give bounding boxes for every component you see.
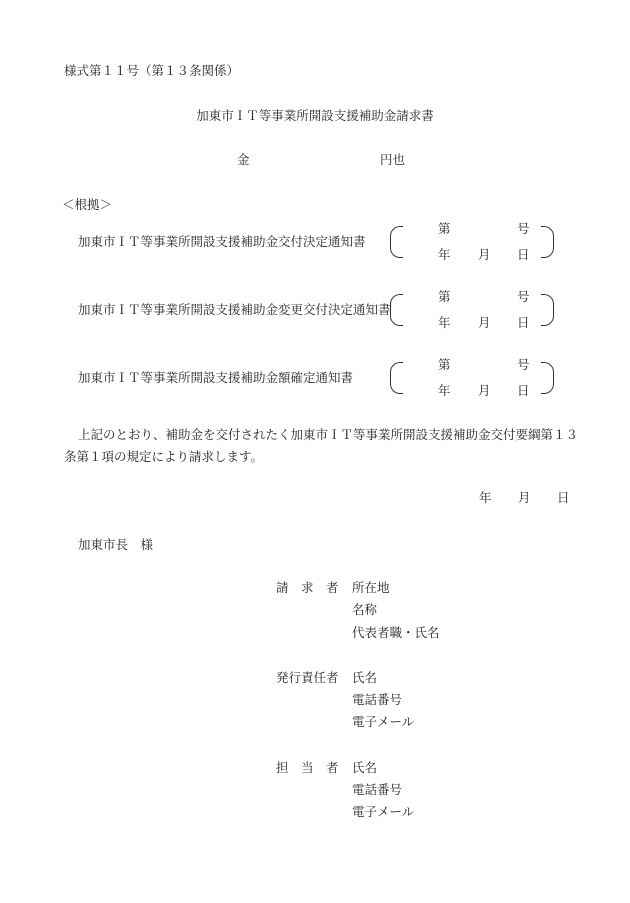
date-month: 月 <box>518 490 531 505</box>
notice-year: 年 <box>438 247 451 262</box>
notice-number-suffix: 号 <box>517 221 530 236</box>
notice-label-change-decision: 加東市ＩＴ等事業所開設支援補助金変更交付決定通知書 <box>78 302 391 317</box>
notice-year: 年 <box>438 383 451 398</box>
issuer-email-label: 電子メール <box>352 714 415 729</box>
contact-phone-label: 電話番号 <box>352 782 403 797</box>
issuer-phone-label: 電話番号 <box>352 692 403 707</box>
claimant-role: 請 求 者 <box>276 580 339 595</box>
notice-number-prefix: 第 <box>438 221 451 236</box>
bracket-close <box>541 226 554 258</box>
notice-month: 月 <box>478 247 491 262</box>
bracket-close <box>541 362 554 394</box>
document-title: 加東市ＩＴ等事業所開設支援補助金請求書 <box>196 108 434 123</box>
amount-label: 金 <box>237 152 250 167</box>
date-year: 年 <box>479 490 492 505</box>
notice-number-prefix: 第 <box>438 357 451 372</box>
issuer-role: 発行責任者 <box>276 670 339 685</box>
notice-label-grant-decision: 加東市ＩＴ等事業所開設支援補助金交付決定通知書 <box>78 234 366 249</box>
notice-month: 月 <box>478 315 491 330</box>
notice-year: 年 <box>438 315 451 330</box>
contact-email-label: 電子メール <box>352 804 415 819</box>
claimant-name-label: 名称 <box>352 602 378 617</box>
bracket-close <box>541 294 554 326</box>
issuer-name-label: 氏名 <box>352 670 378 685</box>
request-statement: 上記のとおり、補助金を交付されたく加東市ＩＴ等事業所開設支援補助金交付要綱第１３条第１項の規定により請求します。 <box>64 427 579 464</box>
contact-name-label: 氏名 <box>352 760 378 775</box>
notice-number-suffix: 号 <box>517 289 530 304</box>
addressee: 加東市長 様 <box>78 537 154 552</box>
claimant-address-label: 所在地 <box>352 580 390 595</box>
notice-day: 日 <box>517 315 530 330</box>
notice-label-amount-confirmation: 加東市ＩＴ等事業所開設支援補助金額確定通知書 <box>78 370 354 385</box>
notice-number-prefix: 第 <box>438 289 451 304</box>
date-day: 日 <box>557 490 570 505</box>
form-number: 様式第１１号（第１３条関係） <box>64 63 240 78</box>
bracket-open <box>390 362 403 394</box>
notice-day: 日 <box>517 383 530 398</box>
basis-heading: ＜根拠＞ <box>62 197 113 212</box>
bracket-open <box>390 294 403 326</box>
notice-day: 日 <box>517 247 530 262</box>
notice-number-suffix: 号 <box>517 357 530 372</box>
claimant-representative-label: 代表者職・氏名 <box>352 625 440 640</box>
contact-role: 担 当 者 <box>276 760 339 775</box>
amount-unit: 円也 <box>380 152 406 167</box>
notice-month: 月 <box>478 383 491 398</box>
bracket-open <box>390 226 403 258</box>
